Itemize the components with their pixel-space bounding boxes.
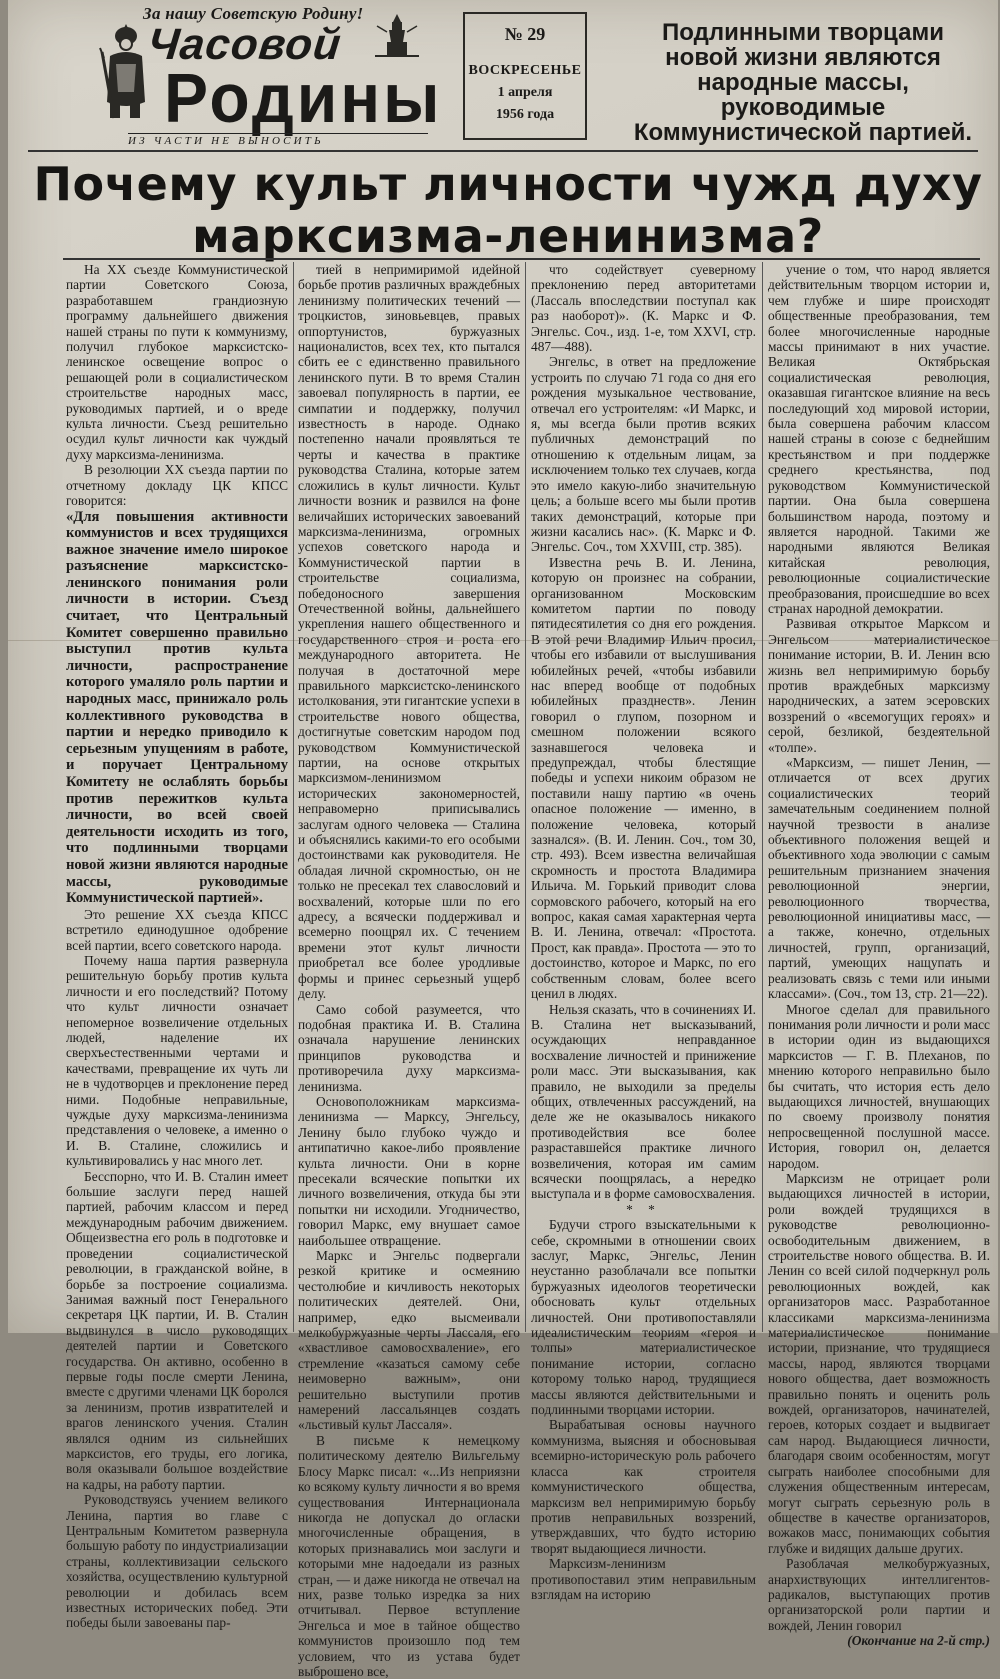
issue-year: 1956 года xyxy=(495,107,555,122)
article-paragraph: Марксизм не отрицает роли выдающихся личностей в истории, роли вождей трудящихся в руководстве революционно-освободительным движением, в строительстве нового общества. В. И. Ленин со всей силой подчеркнул роль революционных вождей, как организаторов масс. Разработанное классиками марксизма-ленинизма материалистическое понимание истории, признание, что трудящиеся массы, народ, являются творцами нового общества, дает возможность правильно понять и оценить роль вождей, организаторов, начинателей, героев, которых создает и выдвигает сам народ. Выдающиеся личности, благодаря своим особенностям, могут сыграть наиболее способными для служения общественным интересам, могут сыграть серьезную роль в обществе в качестве организаторов, вожаков масс, понимающих события глубже и видящих дальше других. xyxy=(768,1170,990,1556)
article-paragraph: Энгельс, в ответ на предложение устроить по случаю 71 года со дня его рождения музыкальное чествование, отвечал его устроителям: «И Маркс, и я, мы всегда были против всяких публичных демонстраций по отношению к отдельным лицам, за исключением только тех случаев, когда это имело какую-либо значительную цель; а больше всего мы были против таких демонстраций, которые при жизни касались нас». (К. Маркс и Ф. Энгельс. Соч., том XXVIII, стр. 385). xyxy=(531,354,756,555)
issue-number: № 29 xyxy=(504,24,546,44)
column-separator xyxy=(525,262,526,1332)
kremlin-tower-icon xyxy=(373,12,421,58)
masthead-slogan: За нашу Советскую Родину! xyxy=(143,4,364,23)
article-paragraph: Нельзя сказать, что в сочинениях И. В. Сталина нет высказываний, осуждающих неправданное восхваление личностей и принижение роли масс. Эти высказывания, как правило, не выходили за пределы общих, отвлеченных рассуждений, на деле же не оказывалось никакого противодействия все более разраставшейся практике личного возвеличения, которая им самим всячески поощрялась, а нередко выступала и в форме самовосхваления. xyxy=(531,1001,756,1202)
article-paragraph: Марксизм-ленинизм противопоставил этим неправильным взглядам на историю xyxy=(531,1556,756,1602)
article-paragraph: Почему наша партия развернула решительную борьбу против культа личности и его последствий? Потому что культ личности означает непомерное возвеличение отдельных людей, наделение их сверхъестественными чертами и качествами, превращение их чуть ли не в чудотворцев и преклонение перед ними. Подобные неправильные, чуждые духу марксизма-ленинизма представления о человеке, а именно о И. В. Сталине, сложились и культивировались у нас много лет. xyxy=(66,952,288,1169)
header-divider xyxy=(28,150,978,152)
article-paragraph: Многое сделал для правильного понимания роли личности и роли масс в истории один из выдающихся марксистов — Г. В. Плеханов, по мнению которого неправильно было бы считать, что история есть дело выдающихся личностей, внушающих по своему произволу понятия непросвещенной послушной массе. История, говорил он, делается народом. xyxy=(768,1001,990,1171)
article-paragraph: В письме к немецкому политическому деятелю Вильгельму Блосу Маркс писал: «...Из неприязни ко всякому культу личности я во время существования Интернационала никогда не допускал до огласки многочисленные обращения, в которых признавались мои заслуги и которыми мне надоедали из разных стран, — и даже никогда не отвечал на них, разве только изредка за них отчитывал. Первое вступление Энгельса и мое в тайное общество коммунистов произошло под тем условием, что из устава будет выброшено все, xyxy=(298,1432,520,1679)
article-column-3 xyxy=(531,262,756,1602)
article-paragraph: Основоположникам марксизма-ленинизма — Марксу, Энгельсу, Ленину было глубоко чуждо и антипатично какое-либо проявление культа личности. Они в корне пресекали всяческие попытки их личного возвеличения, откуда бы эти попытки ни исходили. Угодничество, говорил Маркс, ему внушает самое наибольшее отвращение. xyxy=(298,1093,520,1248)
body-divider xyxy=(63,258,980,260)
article-paragraph: На XX съезде Коммунистической партии Советского Союза, разработавшем грандиозную программу дальнейшего движения нашей страны по пути к коммунизму, получил глубокое марксистско-ленинское освещение вопрос о решающей роли в социалистическом строительстве народных масс, руководимых партией, и о вреде культа личности. Съезд решительно осудил культ личности как чуждый духу марксизма-ленинизма. xyxy=(66,262,288,462)
soldier-emblem-icon xyxy=(98,22,153,120)
article-column-2 xyxy=(298,262,520,1679)
article-column-1 xyxy=(66,262,288,1631)
article-paragraph: Само собой разумеется, что подобная практика И. В. Сталина означала нарушение ленинских принципов руководства и противоречила духу марксизма-ленинизма. xyxy=(298,1001,520,1094)
article-paragraph: Разоблачая мелкобуржуазных, анархиствующих интеллигентов-радикалов, выступающих против организаторской роли партии и вождей, Ленин говорил xyxy=(768,1556,990,1633)
article-column-4 xyxy=(768,262,990,1649)
front-page-motto: Подлинными творцами новой жизни являются народные массы, руководимые Коммунистической партией. xyxy=(633,19,973,146)
article-paragraph: Известна речь В. И. Ленина, которую он произнес на собрании, организованном Московским комитетом партии по поводу пятидесятилетия со дня его рождения. В этой речи Владимир Ильич просил, чтобы его избавили от выслушивания юбилейных речей, «чтобы избавили нас вперед вообще от подобных юбилейных празднеств». Ленин говорил о глупом, позорном и смешном положении всякого зазнавшегося человека и предупреждал, чтобы блестящие победы и успехи никоим образом не поставили нашу партию «в очень опасное положение — именно, в положение человека, который зазнался». (В. И. Ленин. Соч., том 30, стр. 493). Всем известна величайшая скромность и простота Владимира Ильича. М. Горький приводит слова сормовского рабочего, который на его вопрос, какая самая характерная черта В. И. Ленина, отвечал: «Простота. Прост, как правда». Простота — это то достоинство, которое и Маркс, по его собственным словам, более всего ценил в людях. xyxy=(531,554,756,1002)
newspaper-page xyxy=(8,0,998,1679)
article-paragraph: Это решение XX съезда КПСС встретило единодушное одобрение всей партии, всего советского народа. xyxy=(66,906,288,953)
article-paragraph: Развивая открытое Марксом и Энгельсом материалистическое понимание истории, В. И. Ленин всю жизнь вел непримиримую борьбу против враждебных марксизму народнических, а затем эсеровских воззрений о «всемогущих героях» и серой, безликой, бездеятельной «толпе». xyxy=(768,616,990,755)
article-paragraph: Руководствуясь учением великого Ленина, партия во главе с Центральным Комитетом развернула большую работу по индустриализации страны, коллективизации сельского хозяйства, осуществлению культурной революции и добилась всем известных исторических побед. Эти победы были завоеваны пар- xyxy=(66,1492,288,1631)
article-paragraph: «Для повышения активности коммунистов и всех трудящихся важное значение имело широкое разъяснение марксистско-ленинского понимания роли личности в истории. Съезд считает, что Центральный Комитет совершенно правильно выступил против культа личности, распространение которого умаляло роль партии и народных масс, принижало роль коллективного руководства в партии и нередко приводило к серьезным упущениям в работе, и поручает Центральному Комитету не ослаблять борьбы против пережитков культа личности, во всей своей деятельности исходить из того, что подлинными творцами новой жизни являются народные массы, руководимые Коммунистической партией». xyxy=(66,508,288,907)
article-paragraph: Вырабатывая основы научного коммунизма, выясняя и обосновывая всемирно-историческую роль рабочего класса как строителя коммунистического общества, марксизм вел непримиримую борьбу против неправильных воззрений, утверждавших, что будто историю творят выдающиеся личности. xyxy=(531,1417,756,1556)
article-paragraph: * * xyxy=(626,1201,661,1217)
masthead-notice: ИЗ ЧАСТИ НЕ ВЫНОСИТЬ xyxy=(128,133,428,147)
article-paragraph: (Окончание на 2-й стр.) xyxy=(847,1633,990,1649)
masthead-title-line1: Часовой xyxy=(145,20,344,69)
article-paragraph: учение о том, что народ является действительным творцом истории и, чем глубже и шире происходят общественные преобразования, тем более многочисленные народные массы принимают в них участие. Великая Октябрьская социалистическая революция, оказавшая гигантское влияние на весь последующий ход мировой истории, была совершена рабочим классом нашей страны в союзе с беднейшим крестьянством и при поддержке среднего крестьянства, под руководством Коммунистической партии. Она была совершена большинством народа, поэтому и является народной. Такими же народными являются Великая китайская революция, революционные социалистические преобразования, происшедшие во всех странах народной демократии. xyxy=(768,262,990,616)
masthead xyxy=(98,0,443,150)
masthead-title-line2: Родины xyxy=(164,59,443,137)
column-separator xyxy=(293,262,294,1332)
article-paragraph: тией в непримиримой идейной борьбе против различных враждебных ленинизму политических течений — троцкистов, зиновьевцев, правых оппортунистов, буржуазных националистов, всех тех, кто пытался сбить ее с единственно правильного ленинского пути. В то время Сталин завоевал популярность в партии, ее симпатии и поддержку, получил известность в народе. Однако постепенно начали проявляться те черты и качества в практике руководства Сталина, которые затем сложились в культ личности. Культ личности возник и развился на фоне величайших исторических завоеваний марксизма-ленинизма, огромных успехов советского народа и Коммунистической партии в строительстве социализма, победоносного завершения Отечественной войны, дальнейшего укрепления нашего общественного и государственного строя и роста его международного авторитета. Не получая в достаточной мере правильного марксистско-ленинского истолкования, эти гигантские успехи в строительстве нового общества, достигнутые советским народом под руководством Коммунистической партии, на основе открытых марксизмом-ленинизмом исторических закономерностей, неправомерно приписывались заслугам одного человека — Сталина и объяснялись какими-то его особыми достоинствами как руководителя. Не обладая личной скромностью, он не только не пресекал тех славословий и восхвалений, которые шли по его адресу, а всячески поддерживал и всемерно поощрял их. С течением времени этот культ личности приобретал все более уродливые формы и принес серьезный ущерб делу. xyxy=(298,262,520,1002)
article-paragraph: В резолюции XX съезда партии по отчетному докладу ЦК КПСС говорится: xyxy=(66,462,288,509)
article-paragraph: «Марксизм, — пишет Ленин, — отличается от всех других социалистических теорий замечательным соединением полной научной трезвости в анализе объективного положения вещей и объективного хода эволюции с самым решительным признанием значения революционной энергии, революционного творчества, революционной инициативы масс, — а также, конечно, отдельных личностей, групп, организаций, партий, умеющих нащупать и реализовать связь с теми или иными классами». (Соч., том 13, стр. 21—22). xyxy=(768,755,990,1002)
issue-weekday: ВОСКРЕСЕНЬЕ xyxy=(468,63,582,78)
article-paragraph: Бесспорно, что И. В. Сталин имеет большие заслуги перед нашей партией, рабочим классом и перед международным рабочим движением. Общеизвестна его роль в подготовке и проведении социалистической революции, в гражданской войне, в борьбе за построение социализма. Занимая важный пост Генерального секретаря ЦК партии, И. В. Сталин выдвинулся в число руководящих деятелей партии и Советского государства. Он активно, особенно в первые годы после смерти Ленина, вместе с другими членами ЦК боролся за ленинизм, против извратителей и врагов ленинского учения. Сталин являлся одним из сильнейших марксистов, его труды, его логика, воля оказывали большое воздействие на кадры, на работу партии. xyxy=(66,1168,288,1492)
column-separator xyxy=(762,262,763,1332)
paper-fold-line xyxy=(8,640,998,641)
article-paragraph: что содействует суеверному преклонению перед авторитетами (Лассаль впоследствии поступал как раз наоборот)». (К. Маркс и Ф. Энгельс. Соч., изд. 1-е, том XXVI, стр. 487—488). xyxy=(531,262,756,355)
main-headline: Почему культ личности чужд духу марксизма-ленинизма? xyxy=(33,157,983,263)
issue-box xyxy=(463,12,587,140)
issue-date: 1 апреля xyxy=(497,85,553,100)
article-paragraph: Маркс и Энгельс подвергали резкой критике и осмеянию честолюбие и кичливость некоторых политических деятелей. Они, например, едко высмеивали мелкобуржуазные черты Лассаля, его «хвастливое самовосхваление», его стремление «казаться самому себе неимоверно важным», они решительно выступили против намерений лассальянцев создать «льстивый культ Лассаля». xyxy=(298,1248,520,1433)
article-paragraph: Будучи строго взыскательными к себе, скромными в отношении своих заслуг, Маркс, Энгельс, Ленин неустанно разоблачали все попытки буржуазных идеологов теоретически обосновать культ отдельных личностей. Они противопоставляли идеалистическим теориям «героя и толпы» материалистическое понимание истории, согласно которому только народ, трудящиеся массы являются действительными и подлинными творцами истории. xyxy=(531,1217,756,1418)
